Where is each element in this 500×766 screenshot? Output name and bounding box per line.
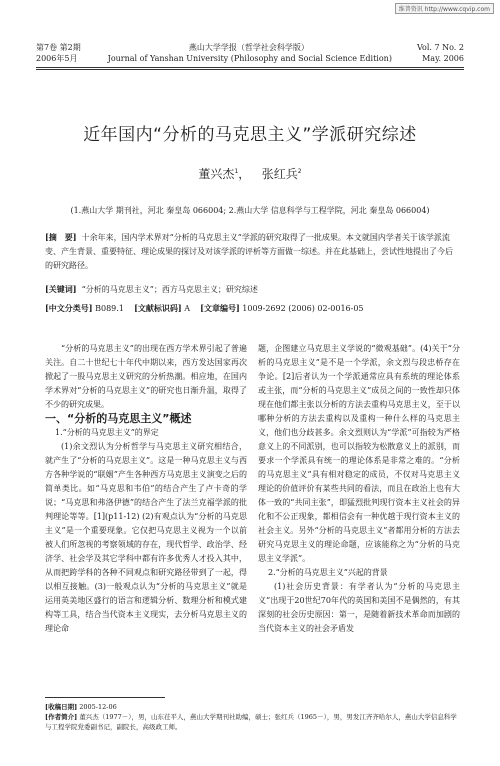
received-date: 2005-12-06 (79, 703, 117, 711)
paragraph: (1)社会历史背景：有学者认为“分析的马克思主义”出现于20世纪70年代的英国和美国不是偶然的，有其深刻的社会历史原因：第一，是随着新技术革命而加剧的当代资本主义的社会矛盾发 (258, 582, 460, 633)
author-name: 董兴杰 (198, 167, 235, 181)
clc-label: [中文分类号] (45, 303, 93, 313)
author-sup: 2 (297, 168, 302, 175)
author-line (36, 165, 464, 182)
abstract-text: 十余年来，国内学术界对“分析的马克思主义”学派的研究取得了一批成果。本文就国内学者关于该学派流变、产生背景、重要特征、理论成果的探讨及对该学派的评析等方面做一综述。并在此基础上，尝试性地提出了今后的研究路径。 (45, 233, 453, 270)
author-separator: ， (238, 167, 251, 181)
paragraph: (1)余文烈认为分析哲学与马克思主义研究相结合，就产生了“分析的马克思主义”。这是一种马克思主义与西方各种学说的“联姻”产生各种西方马克思主义演变之后的简单类比。如“马克思和韦伯”的结合产生了卢卡奇的学说；“马克思和弗洛伊德”的结合产生了法兰克福学派的批判理论等等。[1](p11-12) (2)有观点认为“分析的马克思主义”是一个重要现象。它仅把马克思主义视为一个以前被人们所忽视的考察领域的存在，现代哲学、政治学、经济学、社会学及其它学科中都有许多优秀人才投入其中，从而把跨学科的各种不同观点和研究路径带到了一起，得以相互接触。(3)一般观点认为“分析的马克思主义”就是运用英美地区盛行的语言和逻辑分析、数理分析和模式建构等工具，结合当代资本主义现实，去分析马克思主义的理论命 (45, 442, 247, 633)
journal-name-en: Journal of Yanshan University (Philosophy and Social Science Edition) (107, 54, 392, 63)
section-heading: 一、“分析的马克思主义”概述 (45, 412, 192, 425)
volume-info: Vol. 7 No. 2 (416, 43, 464, 52)
footnote-rule (45, 697, 165, 698)
issue-info: 第7卷 第2期 (36, 43, 81, 52)
body-column-right (258, 342, 460, 636)
abstract (45, 230, 455, 273)
footnotes (45, 702, 460, 732)
received-label: [收稿日期] (45, 703, 78, 711)
journal-name-cn: 燕山大学学报（哲学社会科学版） (188, 43, 309, 52)
subsection-heading: 2.“分析的马克思主义”兴起的背景 (268, 568, 388, 577)
author-bio-label: [作者简介] (45, 713, 78, 721)
doc-code-value: A (184, 304, 190, 313)
doc-code-label: [文献标识码] (134, 303, 182, 313)
abstract-label: [摘 要] (45, 232, 77, 242)
header-rule (36, 67, 464, 68)
issue-date-en: May. 2006 (422, 54, 464, 63)
paragraph: 题，企图建立马克思主义学说的“微观基础”。(4)关于“分析的马克思主义”是不是一个学派，余文烈与段忠桥存在争论。[2]后者认为一个学派通常应具有系统的理论体系或主张，而“分析的马克思主义”成员之间的一致性却只体现在他们都主张以分析的方法去重构马克思主义，至于以哪种分析的方法去重构以及重构一种什么样的马克思主义，他们也分歧甚多。余文烈则认为“学派”可指较为严格意义上的不同派别，也可以指较为松散意义上的派别，而要求一个学派具有统一的理论体系是非常之难的。“分析的马克思主义”具有相对稳定的成员，不仅对马克思主义理论的价值评价有某些共同的看法，而且在政治上也有大体一致的“共同主张”，即猛烈批判现行资本主义社会的异化和不公正现象，都相信会有一种优越于现行资本主义的社会主义。另外“分析的马克思主义”者都用分析的方法去研究马克思主义的理论命题，应该能称之为“分析的马克思主义学派”。 (258, 344, 460, 563)
author-sup: 1 (234, 168, 239, 175)
author-name: 张红兵 (261, 167, 298, 181)
subsection-heading: 1.“分析的马克思主义”的界定 (55, 428, 159, 437)
keywords (45, 284, 455, 295)
article-id-value: 1009-2692 (2006) 02-0016-05 (242, 304, 364, 313)
article-id-label: [文章编号] (200, 303, 240, 313)
paragraph: “分析的马克思主义”的出现在西方学术界引起了普遍关注。自二十世纪七十年代中期以来，西方发达国家再次掀起了一股马克思主义研究的分析热潮。相应地，在国内学术界对“分析的马克思主义”的研究也日渐升温，取得了不少的研究成果。 (45, 344, 247, 409)
author-bio: 董兴杰（1977－），男，山东茌平人，燕山大学期刊社助编，硕士；张红兵（1965－），男，男发江齐齐哈尔人，燕山大学信息科学与工程学院党委副书记，副院长，高级政工师。 (45, 713, 457, 731)
journal-header (36, 42, 464, 64)
body-column-left (45, 342, 247, 636)
keywords-text: “分析的马克思主义”；西方马克思主义；研究综述 (81, 285, 258, 294)
clc-value: B089.1 (95, 304, 124, 313)
classification-line (45, 303, 455, 314)
keywords-label: [关键词] (45, 284, 77, 294)
watermark: 维普资讯 http://www.cqvip.com (395, 3, 494, 14)
paper-title: 近年国内“分析的马克思主义”学派研究综述 (83, 125, 417, 145)
issue-date: 2006年5月 (36, 54, 78, 63)
header-rule-thin (36, 69, 464, 70)
affiliation: (1.燕山大学 期刊社，河北 秦皇岛 066004; 2.燕山大学 信息科学与工程学院，河北 秦皇岛 066004) (70, 206, 430, 215)
